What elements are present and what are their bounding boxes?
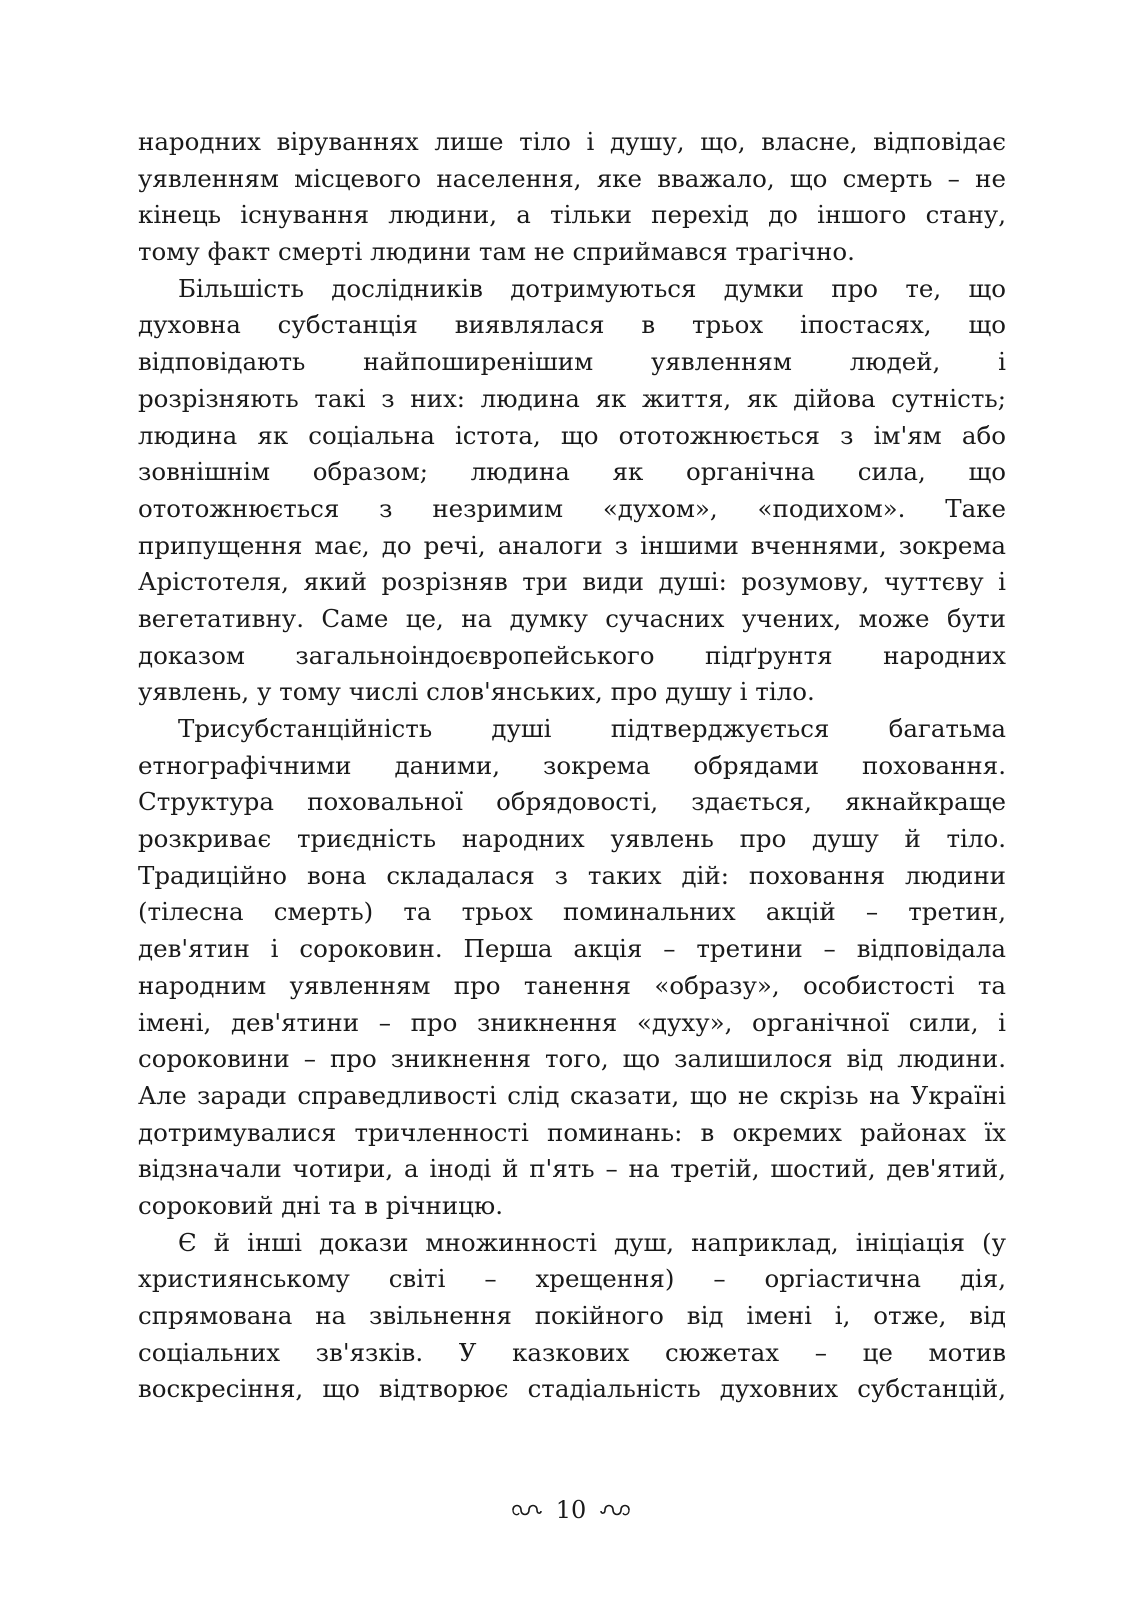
text-line: імені, дев'ятини – про зникнення «духу», органічної сили, і	[138, 1007, 1006, 1037]
text-line: народних віруваннях лише тіло і душу, що, власне, відповідає	[138, 127, 1006, 156]
fleuron-right-icon	[598, 1498, 632, 1526]
text-line: Структура поховальної обрядовості, здається, якнайкраще	[138, 787, 1006, 817]
text-line: сороковини – про зникнення того, що залишилося від людини.	[138, 1044, 1006, 1074]
text-line: припущення має, до речі, аналоги з іншими вченнями, зокрема	[138, 530, 1006, 560]
text-line: народним уявленням про танення «образу», особистості та	[138, 970, 1006, 1000]
text-line: розрізняють такі з них: людина як життя, як дійова сутність;	[138, 383, 1006, 413]
text-line: Трисубстанційність душі підтверджується багатьма	[178, 714, 1006, 743]
page-body	[138, 124, 1006, 1408]
page-footer	[0, 1496, 1142, 1526]
fleuron-left-icon	[510, 1498, 544, 1526]
text-line: Але заради справедливості слід сказати, що не скрізь на Україні	[138, 1080, 1006, 1110]
text-line: розкриває триєдність народних уявлень про душу й тіло.	[138, 824, 1006, 854]
text-line: Є й інші докази множинності душ, наприклад, ініціація (у	[178, 1227, 1006, 1257]
text-line: ототожнюється з незримим «духом», «подихом». Таке	[138, 493, 1006, 523]
text-line: (тілесна смерть) та трьох поминальних акцій – третин,	[138, 897, 1006, 927]
text-line: тому факт смерті людини там не сприймався трагічно.	[138, 237, 855, 267]
page-number: 10	[555, 1496, 587, 1524]
text-line: вегетативну. Саме це, на думку сучасних учених, може бути	[138, 603, 1006, 633]
text-line: сороковий дні та в річницю.	[138, 1190, 504, 1220]
text-line: спрямована на звільнення покійного від імені і, отже, від	[138, 1301, 1006, 1330]
text-line: Більшість дослідників дотримуються думки про те, що	[178, 273, 1006, 303]
text-line: воскресіння, що відтворює стадіальність духовних субстанцій,	[138, 1374, 1006, 1404]
text-line: духовна субстанція виявлялася в трьох іпостасях, що	[138, 310, 1006, 340]
text-line: відзначали чотири, а іноді й п'ять – на третій, шостий, дев'ятий,	[138, 1154, 1006, 1184]
text-line: зовнішнім образом; людина як органічна сила, що	[138, 457, 1006, 487]
text-line: Арістотеля, який розрізняв три види душі: розумову, чуттєву і	[138, 567, 1006, 597]
text-line: уявленням місцевого населення, яке вважало, що смерть – не	[138, 163, 1006, 193]
text-line: дотримувалися тричленності поминань: в окремих районах їх	[138, 1117, 1006, 1147]
text-line: людина як соціальна істота, що ототожнюється з ім'ям або	[138, 420, 1006, 450]
text-line: доказом загальноіндоєвропейського підґрунтя народних	[138, 640, 1006, 670]
text-line: християнському світі – хрещення) – оргіастична дія,	[138, 1264, 1006, 1294]
text-line: етнографічними даними, зокрема обрядами поховання.	[138, 750, 1006, 780]
text-line: Традиційно вона складалася з таких дій: поховання людини	[138, 860, 1006, 890]
text-line: відповідають найпоширенішим уявленням людей, і	[138, 347, 1006, 377]
text-line: соціальних зв'язків. У казкових сюжетах – це мотив	[138, 1337, 1006, 1367]
text-line: кінець існування людини, а тільки перехід до іншого стану,	[138, 200, 1006, 230]
text-line: дев'ятин і сороковин. Перша акція – третини – відповідала	[138, 934, 1006, 964]
text-line: уявлень, у тому числі слов'янських, про душу і тіло.	[138, 677, 815, 707]
